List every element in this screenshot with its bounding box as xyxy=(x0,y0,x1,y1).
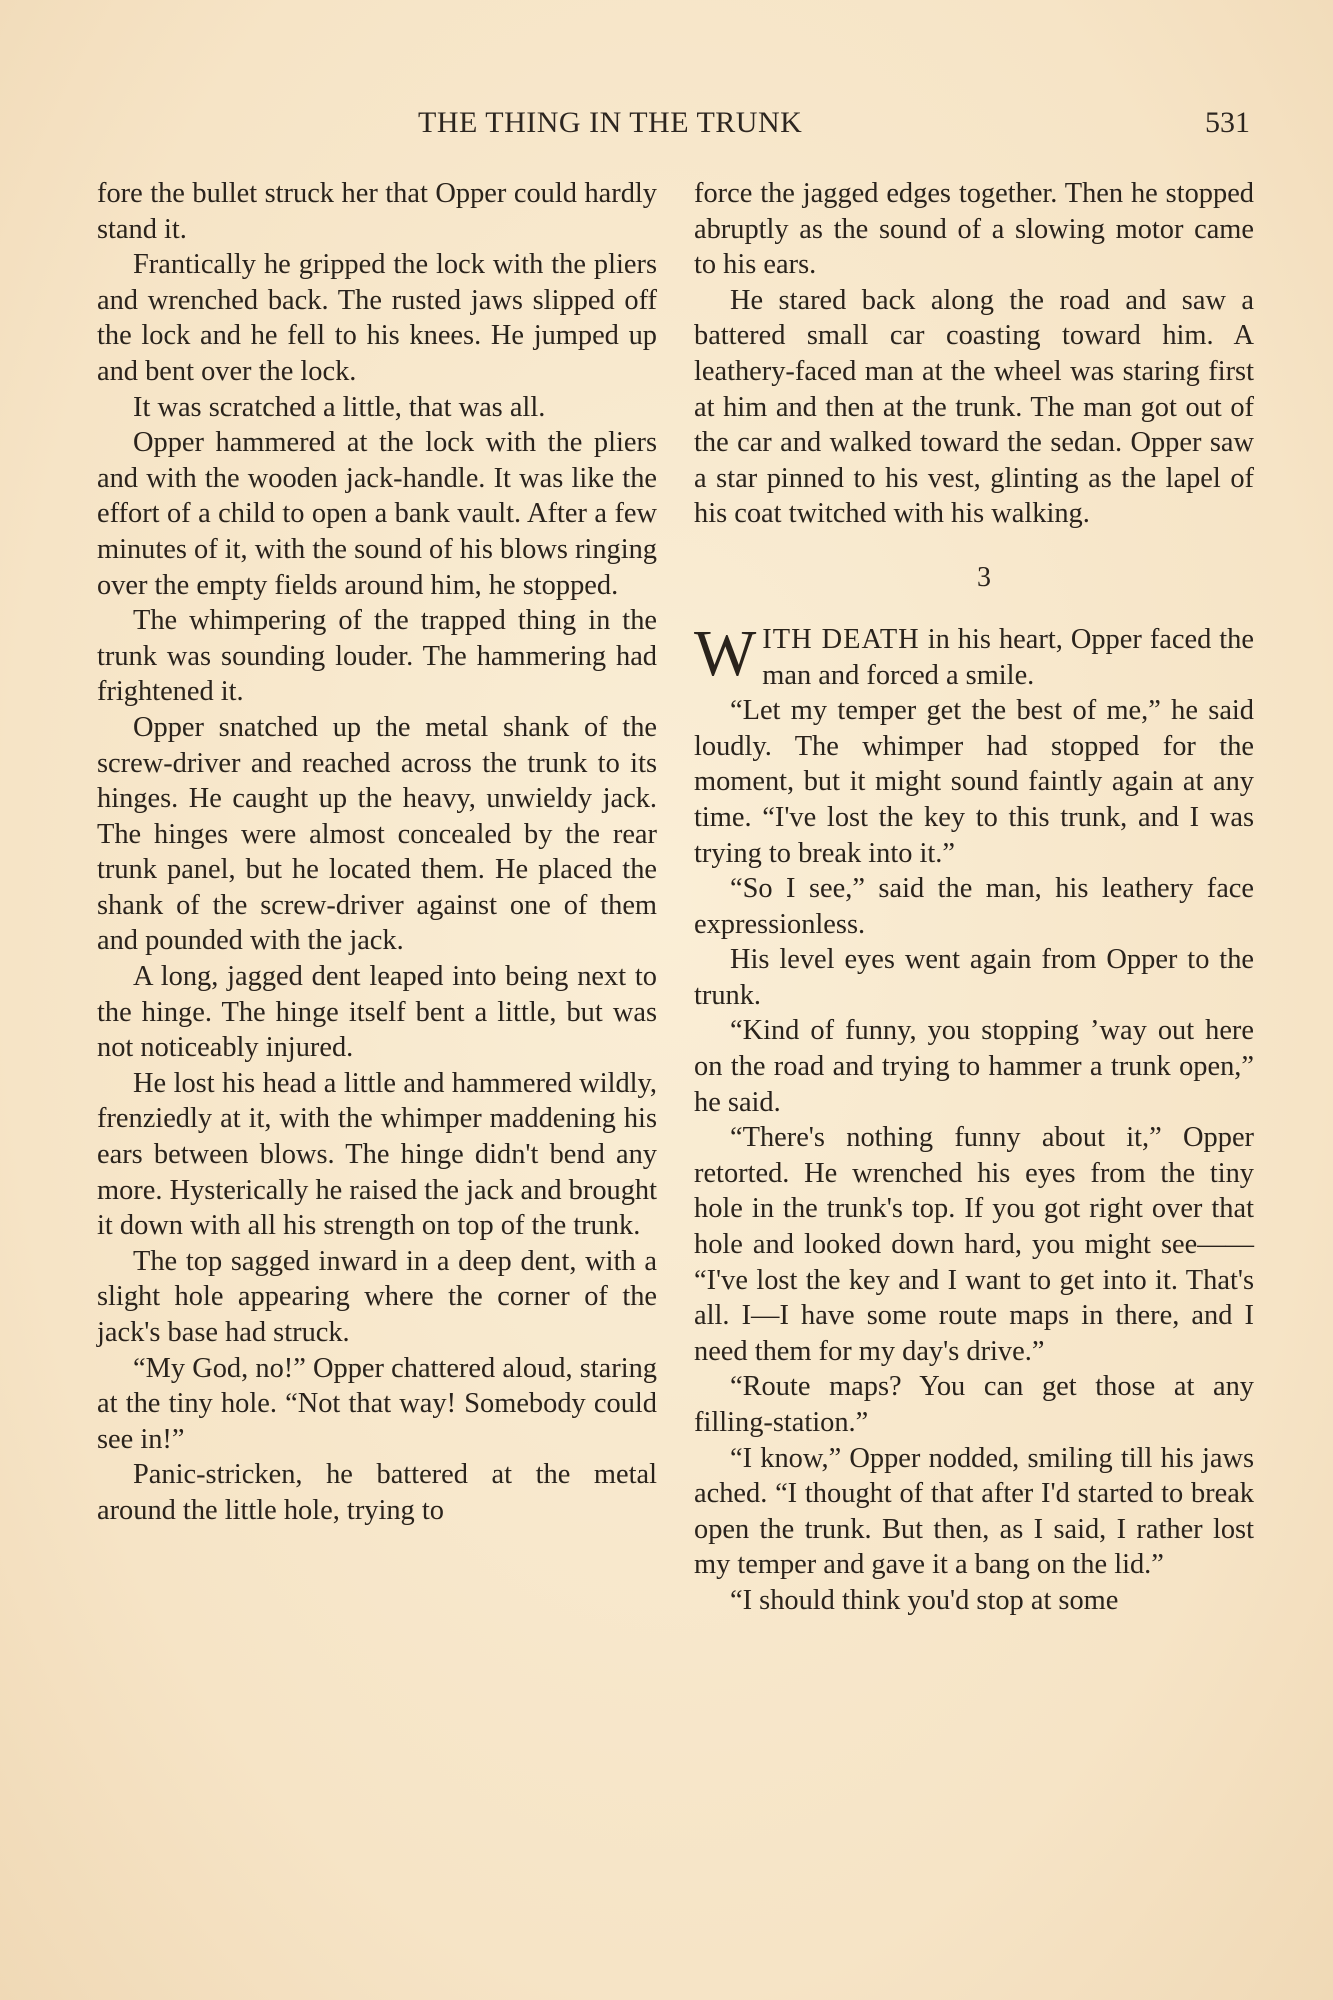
paragraph: fore the bullet struck her that Opper could hardly stand it. xyxy=(97,178,657,245)
paragraph: He stared back along the road and saw a battered small car coasting toward him. A leathery-faced man at the wheel was staring first at him and then at the trunk. The man got out of the car and walked toward the sedan. Opper saw a star pinned to his vest, glinting as the lapel of his coat twitched with his walking. xyxy=(694,284,1254,530)
paragraph: Frantically he gripped the lock with the pliers and wrenched back. The rusted jaws slipped off the lock and he fell to his knees. He jumped up and bent over the lock. xyxy=(97,249,657,387)
paragraph: He lost his head a little and hammered wildly, frenziedly at it, with the whimper maddening his ears between blows. The hinge didn't bend any more. Hysterically he raised the jack and brought it down with all his strength on top of the trunk. xyxy=(97,1067,657,1242)
paragraph: “I know,” Opper nodded, smiling till his jaws ached. “I thought of that after I'd started to break open the trunk. But then, as I said, I rather lost my temper and gave it a bang on the lid.” xyxy=(694,1442,1254,1581)
paragraph: “Let my temper get the best of me,” he said loudly. The whimper had stopped for the moment, but it might sound faintly again at any time. “I've lost the key to this trunk, and I was trying to break into it.” xyxy=(694,695,1254,869)
paragraph: Opper hammered at the lock with the pliers and with the wooden jack-handle. It was like the effort of a child to open a bank vault. After a few minutes of it, with the sound of his blows ringing over the empty fields around him, he stopped. xyxy=(97,427,657,601)
running-title: THE THING IN THE TRUNK xyxy=(418,106,803,139)
right-column xyxy=(694,176,1254,1619)
paragraph: “There's nothing funny about it,” Opper retorted. He wrenched his eyes from the tiny hole in the trunk's top. If you got right over that hole and looked down hard, you might see—— “I've lost the key and I want to get into it. That's all. I—I have some route maps in there, and I need them for my day's drive.” xyxy=(694,1122,1254,1367)
small-caps-lead: ITH DEATH xyxy=(762,623,920,655)
paragraph: “So I see,” said the man, his leathery face expressionless. xyxy=(694,873,1254,940)
paragraph: It was scratched a little, that was all. xyxy=(133,391,546,423)
paragraph: The top sagged inward in a deep dent, with a slight hole appearing where the corner of the jack's base had struck. xyxy=(97,1245,657,1348)
paragraph: “Kind of funny, you stopping ’way out here on the road and trying to hammer a trunk open,” he said. xyxy=(694,1015,1254,1118)
paragraph: “Route maps? You can get those at any filling-station.” xyxy=(694,1371,1254,1438)
paragraph: His level eyes went again from Opper to the trunk. xyxy=(694,944,1254,1011)
paragraph: A long, jagged dent leaped into being next to the hinge. The hinge itself bent a little, but was not noticeably injured. xyxy=(97,961,657,1064)
left-column xyxy=(97,176,657,1529)
running-header xyxy=(0,106,1333,146)
page-number: 531 xyxy=(1205,106,1250,139)
paragraph: Panic-stricken, he battered at the metal around the little hole, trying to xyxy=(97,1459,657,1526)
paragraph: “My God, no!” Opper chattered aloud, staring at the tiny hole. “Not that way! Somebody could see in!” xyxy=(97,1352,657,1455)
drop-cap: W xyxy=(694,616,757,690)
paragraph: Opper snatched up the metal shank of the screw-driver and reached across the trunk to its hinges. He caught up the heavy, unwieldy jack. The hinges were almost concealed by the rear trunk panel, but he located them. He placed the shank of the screw-driver against one of them and pounded with the jack. xyxy=(97,711,657,957)
paragraph: The whimpering of the trapped thing in the trunk was sounding louder. The hammering had frightened it. xyxy=(97,605,657,708)
paragraph: force the jagged edges together. Then he stopped abruptly as the sound of a slowing motor came to his ears. xyxy=(694,178,1254,281)
section-number: 3 xyxy=(977,561,991,593)
opening-text: in his heart, Opper faced the man and forced a smile. xyxy=(762,623,1254,691)
paragraph: “I should think you'd stop at some xyxy=(730,1584,1119,1616)
section-opening-paragraph xyxy=(694,616,1254,693)
